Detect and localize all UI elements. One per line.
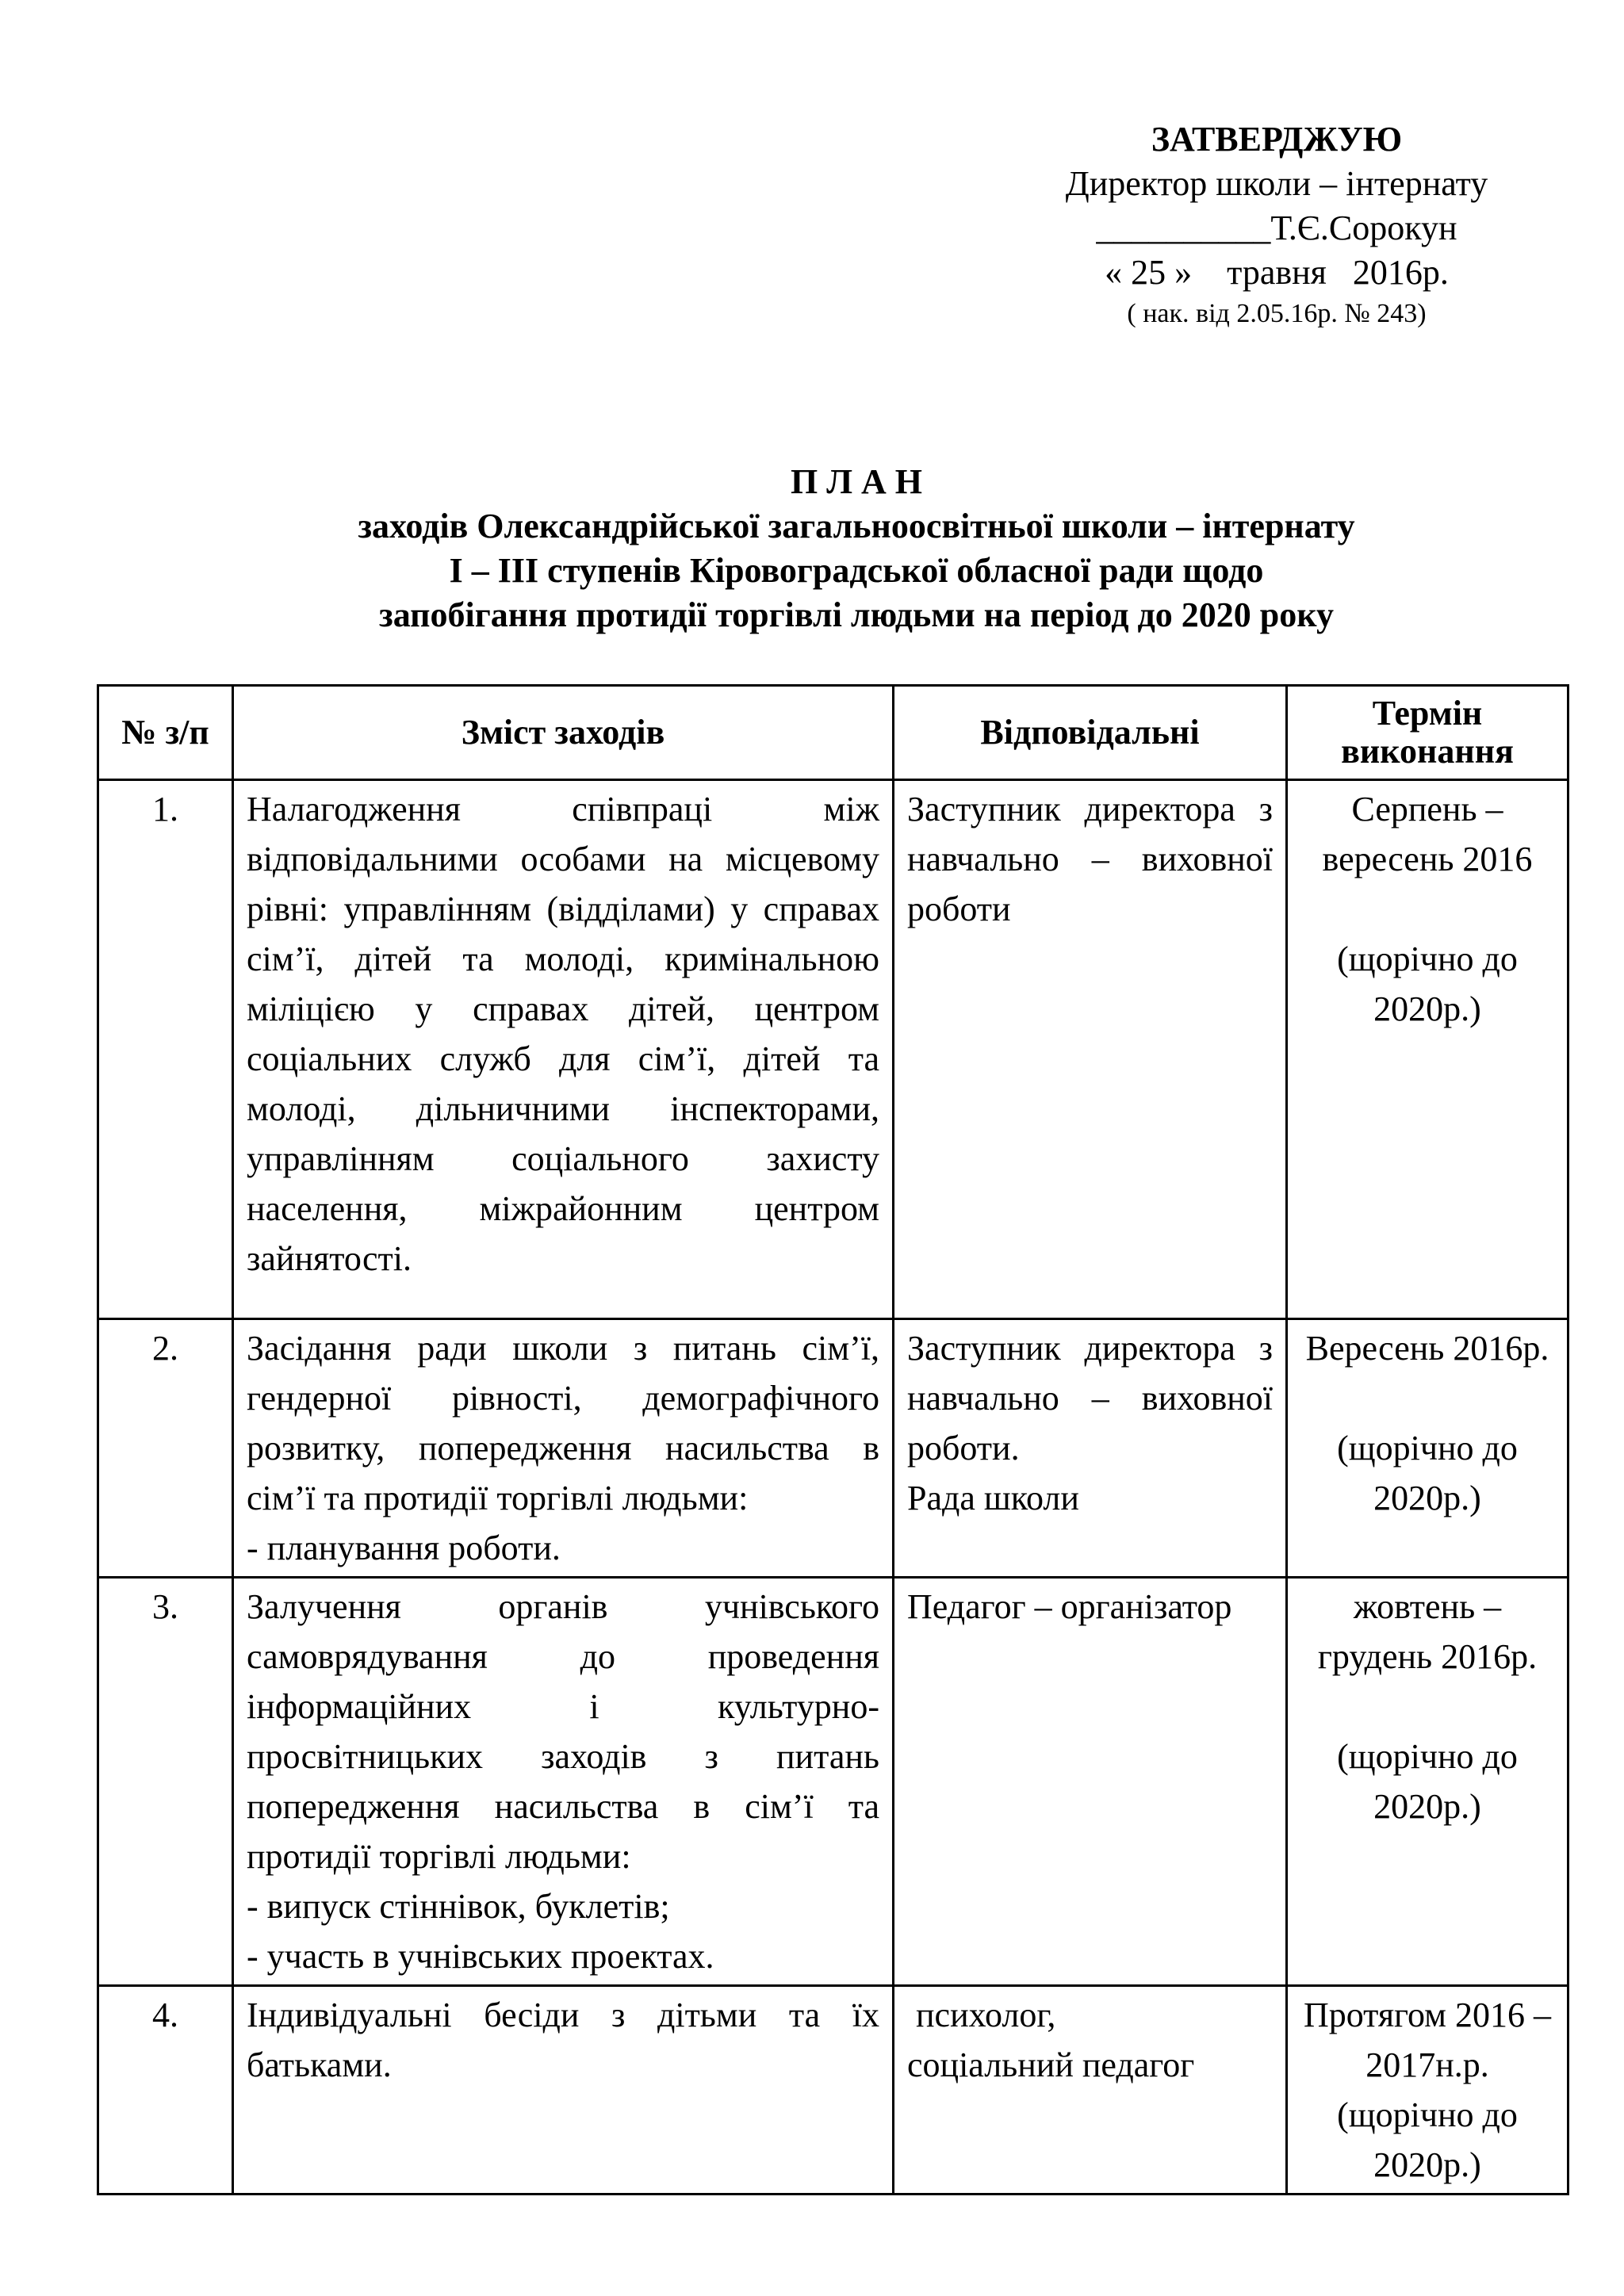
- row-responsible: [894, 1578, 1287, 1986]
- header-content: Зміст заходів: [233, 686, 894, 780]
- table-row: [98, 1986, 1568, 2195]
- row-num: 4.: [98, 1986, 233, 2195]
- header-term-line-1: Термін: [1372, 694, 1483, 733]
- row-responsible: [894, 1319, 1287, 1578]
- content-line: - планування роботи.: [247, 1529, 561, 1567]
- term-line: Протягом 2016 – 2017н.р.: [1303, 1996, 1552, 2084]
- term-line: (щорічно до 2020р.): [1337, 1737, 1518, 1826]
- term-line: (щорічно до 2020р.): [1337, 939, 1518, 1028]
- title-line-4: запобігання протидії торгівлі людьми на період до 2020 року: [379, 595, 1334, 634]
- title-line-3: І – ІІІ ступенів Кіровоградської обласної ради щодо: [449, 551, 1264, 590]
- table-row: [98, 1319, 1568, 1578]
- term-line: (щорічно до 2020р.): [1337, 2095, 1518, 2184]
- header-responsible: Відповідальні: [894, 686, 1287, 780]
- header-term-line-2: виконання: [1341, 732, 1514, 771]
- table-row: [98, 1578, 1568, 1986]
- row-num: 2.: [98, 1319, 233, 1578]
- responsible-line: Рада школи: [907, 1479, 1079, 1517]
- row-content: [233, 1986, 894, 2195]
- content-line: Залучення органів учнівського самоврядування до проведення інформаційних і культурно-просвітницьких заходів з питань попередження насильства в сім’ї та протидії торгівлі людьми:: [247, 1587, 879, 1876]
- approval-position: Директор школи – інтернату: [1065, 164, 1488, 203]
- responsible-line: Заступник директора з навчально – виховної роботи: [907, 790, 1273, 928]
- title-line-1: П Л А Н: [790, 462, 922, 501]
- responsible-line: Заступник директора з навчально – виховної роботи.: [907, 1329, 1273, 1468]
- table-header-row: [98, 686, 1568, 780]
- header-term: [1287, 686, 1568, 780]
- term-line: жовтень – грудень 2016р.: [1317, 1587, 1538, 1676]
- row-content: [233, 780, 894, 1319]
- row-term: [1287, 1319, 1568, 1578]
- approval-heading: ЗАТВЕРДЖУЮ: [1151, 120, 1403, 159]
- plan-table: [97, 684, 1569, 2195]
- row-content: [233, 1578, 894, 1986]
- approval-date: « 25 » травня 2016р.: [1105, 253, 1449, 292]
- approval-block: [1023, 117, 1530, 333]
- approval-order: ( нак. від 2.05.16р. № 243): [1127, 299, 1427, 328]
- term-line: Вересень 2016р.: [1305, 1329, 1549, 1368]
- approval-signature: __________Т.Є.Сорокун: [1096, 209, 1457, 247]
- row-num: 3.: [98, 1578, 233, 1986]
- title-line-2: заходів Олександрійської загальноосвітньої школи – інтернату: [358, 507, 1355, 545]
- row-term: [1287, 1578, 1568, 1986]
- document-title: [159, 460, 1554, 637]
- content-line: Засідання ради школи з питань сім’ї, гендерної рівності, демографічного розвитку, попередження насильства в сім’ї та протидії торгівлі людьми:: [247, 1329, 879, 1517]
- table-row: [98, 780, 1568, 1319]
- row-responsible: [894, 780, 1287, 1319]
- row-responsible: [894, 1986, 1287, 2195]
- responsible-line: психолог,: [907, 1996, 1056, 2034]
- content-line: - участь в учнівських проектах.: [247, 1937, 714, 1976]
- term-line: Серпень – вересень 2016: [1322, 790, 1533, 878]
- responsible-line: соціальний педагог: [907, 2045, 1195, 2084]
- term-line: (щорічно до 2020р.): [1337, 1429, 1518, 1517]
- content-line: - випуск стіннівок, буклетів;: [247, 1887, 670, 1926]
- row-term: [1287, 780, 1568, 1319]
- row-content: [233, 1319, 894, 1578]
- header-num: № з/п: [98, 686, 233, 780]
- content-line: Налагодження співпраці між відповідальними особами на місцевому рівні: управлінням (відділами) у справах сім’ї, дітей та молоді, кримінальною міліцією у справах дітей, центром соціальних служб для сім’ї, дітей та молоді, дільничними інспекторами, управлінням соціального захисту населення, міжрайонним центром зайнятості.: [247, 790, 879, 1278]
- content-line: Індивідуальні бесіди з дітьми та їх батьками.: [247, 1996, 879, 2084]
- row-term: [1287, 1986, 1568, 2195]
- responsible-line: Педагог – організатор: [907, 1587, 1232, 1626]
- row-num: 1.: [98, 780, 233, 1319]
